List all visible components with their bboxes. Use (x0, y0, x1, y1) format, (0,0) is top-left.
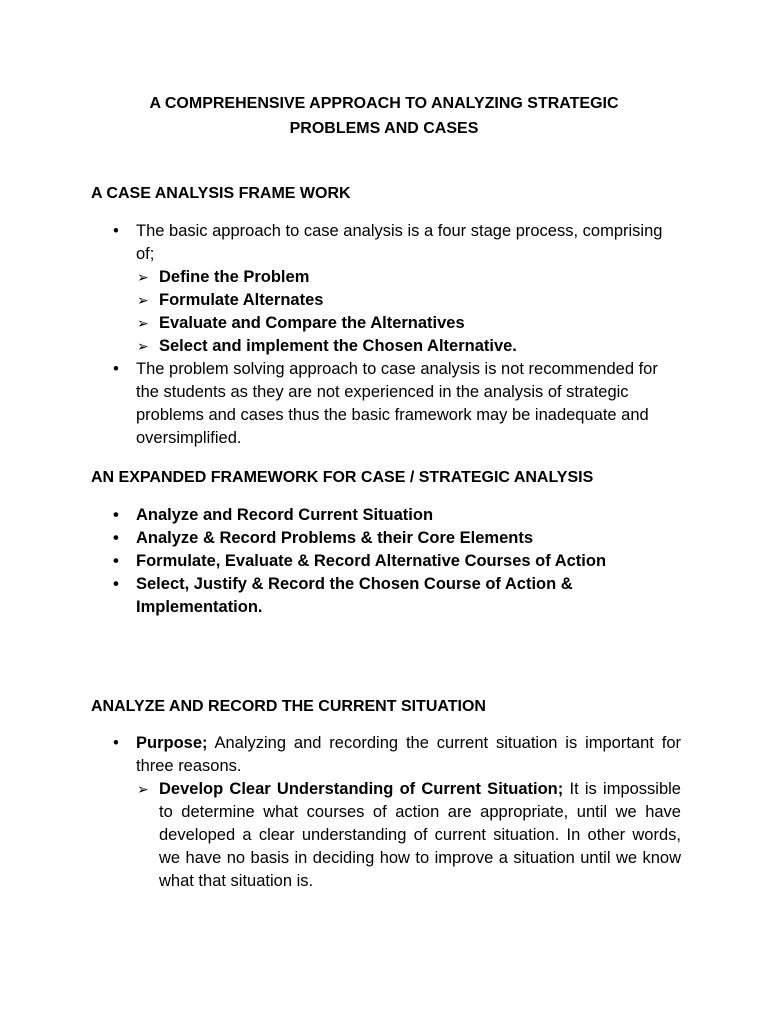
arrow-bullet-icon: ➢ (137, 338, 149, 354)
list-item-text: Formulate, Evaluate & Record Alternative Courses of Action (136, 552, 607, 570)
stage-item (136, 289, 681, 312)
stage-item-text: Select and implement the Chosen Alternative. (159, 337, 517, 355)
bullet-icon: • (113, 552, 119, 570)
bullet-icon: • (113, 360, 119, 378)
reason-list (136, 778, 681, 893)
stage-list (136, 266, 681, 358)
arrow-bullet-icon: ➢ (137, 781, 149, 797)
reason-text: It is impossible to determine what courses of action are appropriate, until we have developed a clear understanding of current situation. In other words, we have no basis in deciding how to improve a situation until we know what that situation is. (159, 780, 681, 890)
list-item-text: The problem solving approach to case analysis is not recommended for the students as they are not experienced in the analysis of strategic problems and cases thus the basic framework may be inadequate and oversimplified. (136, 360, 658, 447)
bullet-icon: • (113, 222, 119, 240)
list-item (113, 504, 681, 527)
bullet-icon: • (113, 529, 119, 547)
bullet-icon: • (113, 734, 119, 752)
list-item (113, 220, 681, 266)
document-title (90, 91, 678, 141)
arrow-bullet-icon: ➢ (137, 292, 149, 308)
list-item-text: Analyze & Record Problems & their Core Elements (136, 529, 534, 547)
stage-item (136, 312, 681, 335)
stage-item-text: Evaluate and Compare the Alternatives (159, 314, 465, 332)
stage-item-text: Define the Problem (159, 268, 310, 286)
stage-item-text: Formulate Alternates (159, 291, 324, 309)
bullet-icon: • (113, 575, 119, 593)
arrow-bullet-icon: ➢ (137, 269, 149, 285)
list-item-text: Analyze and Record Current Situation (136, 506, 434, 524)
reason-label: Develop Clear Understanding of Current Situation; (159, 780, 564, 798)
stage-item (136, 335, 681, 358)
stage-item (136, 266, 681, 289)
section-heading-case-analysis-framework: A CASE ANALYSIS FRAME WORK (91, 185, 351, 202)
section-current-situation-body (113, 732, 681, 893)
document-title-line-2: PROBLEMS AND CASES (289, 120, 479, 137)
list-item (113, 527, 681, 550)
list-item-text: Select, Justify & Record the Chosen Course of Action & Implementation. (136, 575, 573, 616)
arrow-bullet-icon: ➢ (137, 315, 149, 331)
section-case-analysis-framework-body (113, 220, 681, 450)
section-expanded-framework-body (113, 504, 681, 619)
list-item (113, 358, 681, 450)
document-title-line-1: A COMPREHENSIVE APPROACH TO ANALYZING STRATEGIC (149, 95, 619, 112)
reason-item (136, 778, 681, 893)
bullet-icon: • (113, 506, 119, 524)
list-item-text: The basic approach to case analysis is a four stage process, comprising of; (136, 222, 663, 263)
list-item (113, 550, 681, 573)
section-heading-current-situation: ANALYZE AND RECORD THE CURRENT SITUATION (91, 698, 486, 715)
purpose-label: Purpose; (136, 734, 208, 752)
purpose-text: Analyzing and recording the current situation is important for three reasons. (136, 734, 681, 775)
section-heading-expanded-framework: AN EXPANDED FRAMEWORK FOR CASE / STRATEGIC ANALYSIS (91, 469, 594, 486)
list-item (113, 732, 681, 778)
list-item (113, 573, 681, 619)
